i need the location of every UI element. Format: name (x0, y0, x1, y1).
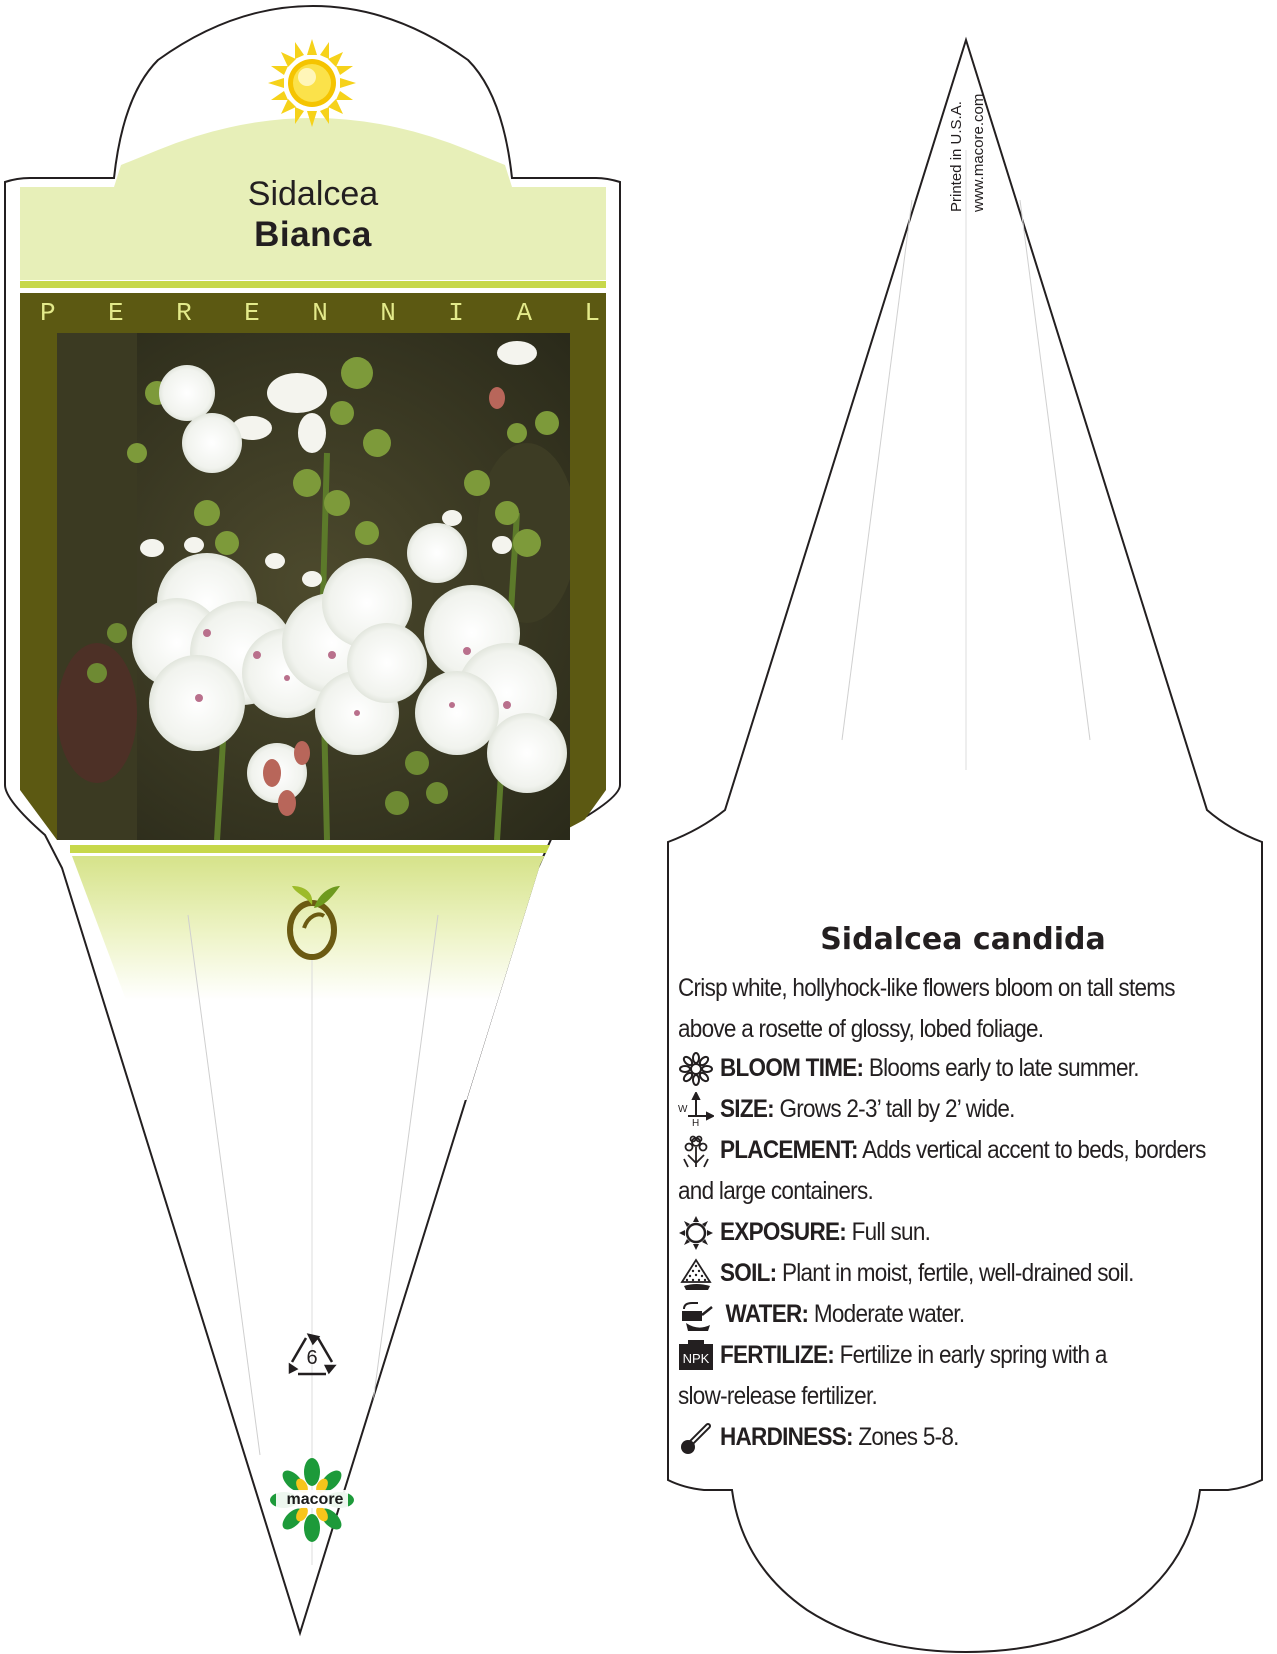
recycle-code: 6 (306, 1347, 318, 1369)
attribute-text: Fertilize in early spring with a (839, 1341, 1107, 1369)
attribute-label: PLACEMENT: (720, 1136, 858, 1164)
attribute-text: Adds vertical accent to beds, borders (862, 1136, 1206, 1164)
description-line: above a rosette of glossy, lobed foliage. (678, 1015, 1044, 1043)
svg-text:H: H (692, 1117, 700, 1128)
category-letter: E (108, 298, 124, 328)
attribute-text-continued: slow-release fertilizer. (678, 1382, 878, 1410)
category-letter: L (584, 298, 600, 328)
category-letter: N (312, 298, 328, 328)
attribute-text: Plant in moist, fertile, well-drained soil. (781, 1259, 1134, 1287)
watering-can-icon (678, 1297, 714, 1333)
attribute-text: Blooms early to late summer. (868, 1054, 1139, 1082)
category-letter: N (380, 298, 396, 328)
attribute-placement (678, 1130, 1260, 1171)
flower-icon (678, 1051, 714, 1087)
attribute-text: Grows 2-3’ tall by 2’ wide. (779, 1095, 1015, 1123)
sun-outline-icon (678, 1215, 714, 1251)
attribute-size (678, 1089, 1047, 1130)
common-name: Sidalcea (247, 175, 379, 213)
placement-icon (678, 1133, 714, 1169)
attribute-label: EXPOSURE: (720, 1218, 847, 1246)
npk-icon (678, 1338, 714, 1374)
soil-icon (678, 1256, 714, 1292)
npk-icon-label: NPK (682, 1350, 710, 1366)
svg-text:W: W (678, 1103, 688, 1115)
attribute-bloom-time (678, 1048, 1185, 1089)
printed-info (946, 94, 990, 212)
brand-name: macore (286, 1491, 344, 1508)
attribute-label: FERTILIZE: (720, 1341, 835, 1369)
attribute-hardiness (678, 1417, 985, 1458)
attribute-exposure (678, 1212, 954, 1253)
printed-in-label: Printed in U.S.A. (948, 101, 965, 212)
thermometer-icon (678, 1420, 714, 1456)
attribute-water (678, 1294, 992, 1335)
description-line: Crisp white, hollyhock-like flowers bloom on tall stems (678, 974, 1175, 1002)
category-letter: E (244, 298, 260, 328)
category-letter: A (516, 298, 532, 328)
attribute-label: SOIL: (720, 1259, 777, 1287)
attribute-fertilize (678, 1335, 1150, 1376)
category-letter: I (448, 298, 464, 328)
attribute-text: Moderate water. (813, 1300, 965, 1328)
variety-name: Bianca (254, 215, 372, 254)
attribute-text-continued: and large containers. (678, 1177, 874, 1205)
attribute-text: Zones 5-8. (858, 1423, 959, 1451)
attribute-text: Full sun. (851, 1218, 931, 1246)
attribute-label: SIZE: (720, 1095, 774, 1123)
attribute-soil (678, 1253, 1180, 1294)
attribute-label: HARDINESS: (720, 1423, 853, 1451)
category-letter: P (40, 298, 56, 328)
category-letter: R (176, 298, 192, 328)
attribute-label: BLOOM TIME: (720, 1054, 864, 1082)
website-label: www.macore.com (970, 93, 987, 212)
scientific-name: Sidalcea candida (820, 922, 1106, 957)
attribute-label: WATER: (725, 1300, 809, 1328)
size-icon (678, 1092, 714, 1128)
